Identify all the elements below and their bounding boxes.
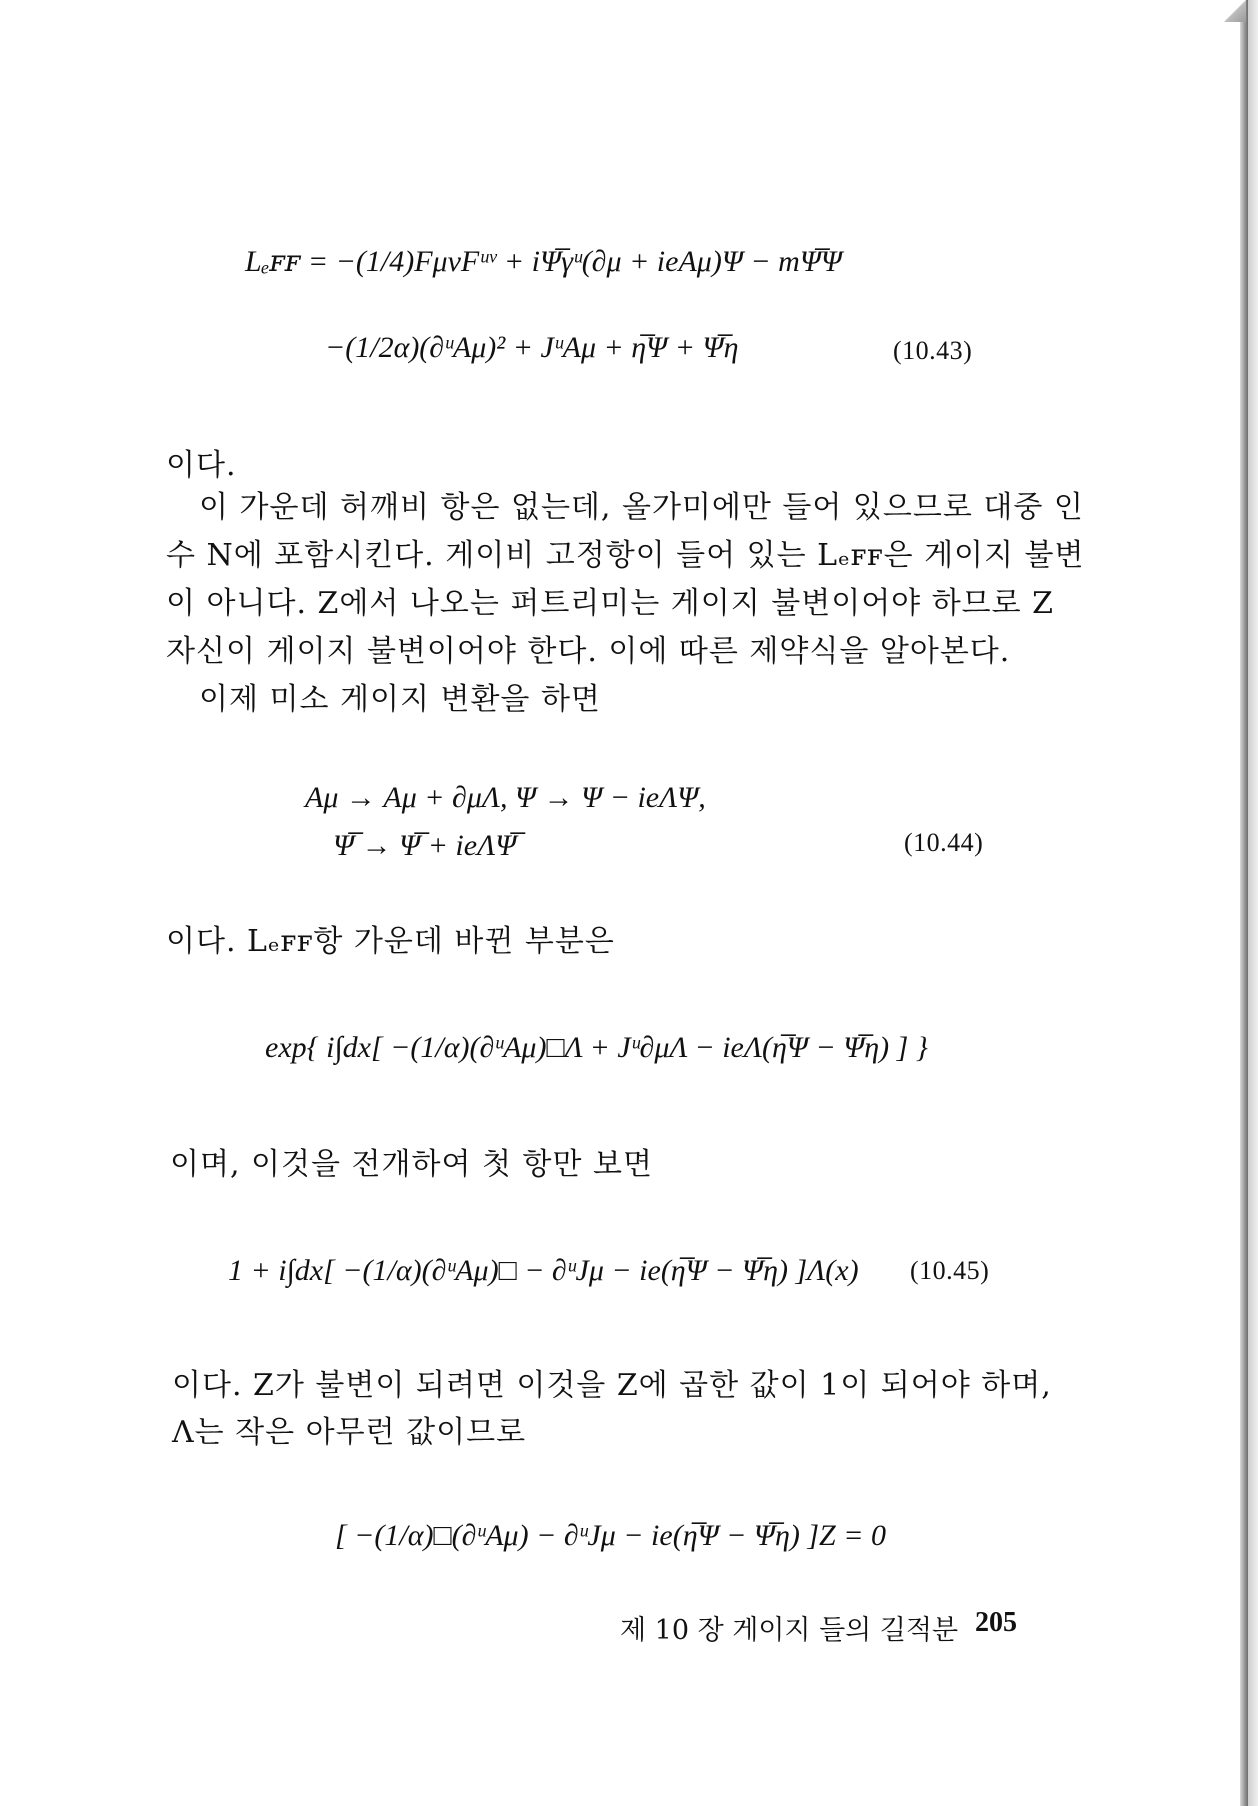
- paragraph-4: 이다. Lₑꜰꜰ항 가운데 바뀐 부분은: [166, 924, 615, 959]
- paragraph-6-line-2: Λ는 작은 아무런 값이므로: [172, 1415, 527, 1450]
- equation-number-10-45: (10.45): [910, 1256, 990, 1285]
- equation-exponential: exp{ i∫dx[ −(1/α)(∂ᵘAμ)□Λ + Jᵘ∂μΛ − ieΛ(η̅Ψ − Ψ̅η) ] }: [265, 1031, 928, 1064]
- paragraph-2-line-1: 이 가운데 허깨비 항은 없는데, 올가미에만 들어 있으므로 대중 인: [199, 490, 1084, 525]
- page-edge-shadow: [1248, 0, 1258, 1806]
- page-edge-border: [1240, 0, 1248, 1806]
- paragraph-2-line-2: 수 N에 포함시킨다. 게이비 고정항이 들어 있는 Lₑꜰꜰ은 게이지 불변: [166, 538, 1085, 573]
- paragraph-6-line-1: 이다. Z가 불변이 되려면 이것을 Z에 곱한 값이 1이 되어야 하며,: [172, 1368, 1052, 1403]
- equation-10-44-line-2: Ψ̅ → Ψ̅ + ieΛΨ̅: [333, 829, 517, 862]
- equation-10-43-line-2: −(1/2α)(∂ᵘAμ)² + JᵘAμ + η̅Ψ + Ψ̅η: [325, 331, 739, 364]
- equation-10-43-line-1: Lₑꜰꜰ = −(1/4)FμνFᵘᵛ + iΨ̅γᵘ(∂μ + ieAμ)Ψ − mΨ̅Ψ: [245, 245, 843, 278]
- equation-10-45: 1 + i∫dx[ −(1/α)(∂ᵘAμ)□ − ∂ᵘJμ − ie(η̅Ψ − Ψ̅η) ]Λ(x): [228, 1254, 859, 1287]
- paragraph-1: 이다.: [166, 448, 237, 483]
- equation-10-44-line-1: Aμ → Aμ + ∂μΛ, Ψ → Ψ − ieΛΨ,: [305, 781, 706, 814]
- equation-constraint: [ −(1/α)□(∂ᵘAμ) − ∂ᵘJμ − ie(η̅Ψ − Ψ̅η) ]Z = 0: [335, 1519, 886, 1552]
- chapter-running-footer: 제 10 장 게이지 들의 길적분: [620, 1615, 959, 1646]
- paragraph-2-line-3: 이 아니다. Z에서 나오는 퍼트리미는 게이지 불변이어야 하므로 Z: [166, 586, 1055, 621]
- paragraph-5: 이며, 이것을 전개하여 첫 항만 보면: [170, 1147, 653, 1182]
- page-number: 205: [975, 1607, 1017, 1638]
- equation-number-10-43: (10.43): [893, 336, 973, 365]
- equation-number-10-44: (10.44): [904, 828, 984, 857]
- page-corner-fold: [1224, 0, 1246, 22]
- paragraph-3: 이제 미소 게이지 변환을 하면: [199, 682, 601, 717]
- paragraph-2-line-4: 자신이 게이지 불변이어야 한다. 이에 따른 제약식을 알아본다.: [166, 634, 1011, 669]
